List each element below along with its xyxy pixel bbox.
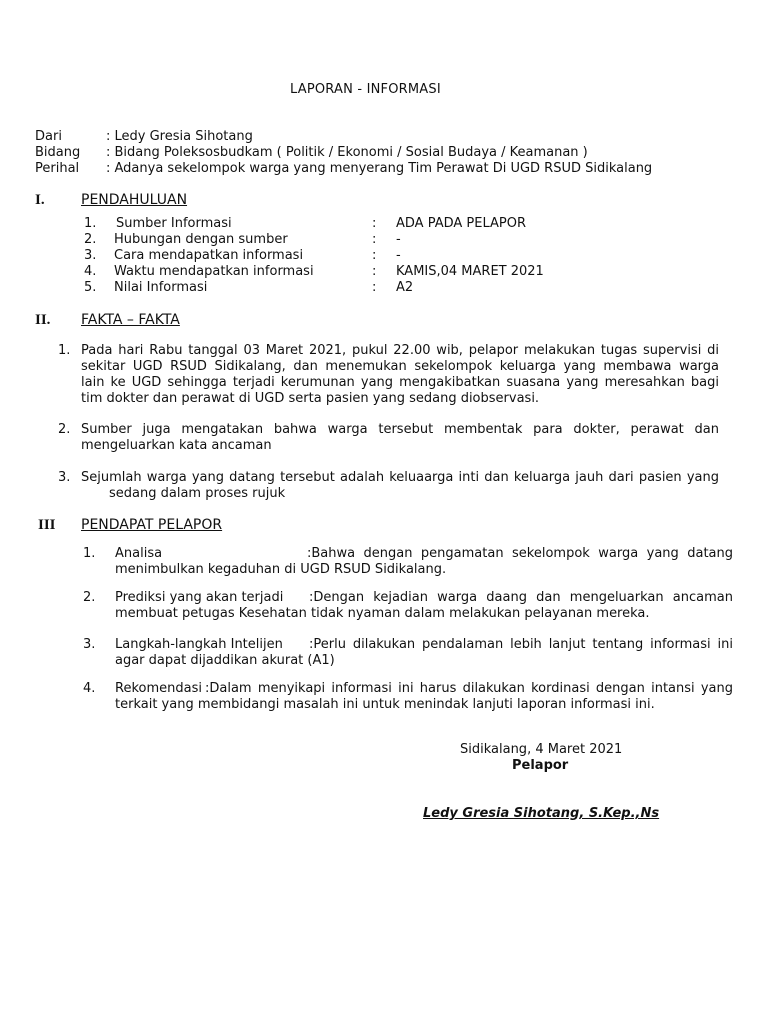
paragraph-line: mengeluarkan kata ancaman xyxy=(81,438,272,453)
section1-item-number: 4. xyxy=(84,264,97,279)
section1-item-colon: : xyxy=(372,264,377,279)
paragraph-line: lain ke UGD sehingga terjadi kerumunan yang mengakibatkan suasana yang meresahkan bagi xyxy=(81,375,719,390)
section3-item-label: Langkah-langkah Intelijen xyxy=(115,637,283,652)
section3-item-text-line2: terkait yang membidangi masalah ini untuk menindak lanjuti laporan informasi ini. xyxy=(115,697,655,712)
section1-item-value: - xyxy=(396,248,401,263)
from-value: : Ledy Gresia Sihotang xyxy=(106,129,253,144)
section1-item-number: 5. xyxy=(84,280,97,295)
document-title: LAPORAN - INFORMASI xyxy=(290,82,441,97)
section2-item-number: 2. xyxy=(58,422,71,437)
section1-item-value: - xyxy=(396,232,401,247)
section1-item-number: 3. xyxy=(84,248,97,263)
section3-item-number: 1. xyxy=(83,546,96,561)
section3-item-label: Rekomendasi xyxy=(115,681,202,696)
section2-item-number: 1. xyxy=(58,343,71,358)
section3-item-label: Prediksi yang akan terjadi xyxy=(115,590,284,605)
subject-value: : Adanya sekelompok warga yang menyerang Tim Perawat Di UGD RSUD Sidikalang xyxy=(106,161,653,176)
section3-item-number: 3. xyxy=(83,637,96,652)
reporter-role: Pelapor xyxy=(512,758,569,773)
signature-name: Ledy Gresia Sihotang, S.Kep.,Ns xyxy=(423,806,660,821)
section1-heading: PENDAHULUAN xyxy=(81,192,188,208)
paragraph-line: Sejumlah warga yang datang tersebut adalah keluaarga inti dan keluarga jauh dari pasien yang xyxy=(81,470,719,485)
field-value: : Bidang Poleksosbudkam ( Politik / Ekonomi / Sosial Budaya / Keamanan ) xyxy=(106,145,588,160)
section1-item-value: A2 xyxy=(396,280,414,295)
section1-item-colon: : xyxy=(372,216,377,231)
section1-number: I. xyxy=(35,192,45,208)
paragraph-line: sekitar UGD RSUD Sidikalang, dan menemukan sekelompok keluarga yang membawa warga xyxy=(81,359,719,374)
section2-heading: FAKTA – FAKTA xyxy=(81,312,180,328)
section2-item-text xyxy=(81,470,719,502)
section2-item-text xyxy=(81,343,719,407)
section3-item-text-line1: :Dalam menyikapi informasi ini harus dilakukan kordinasi dengan intansi yang xyxy=(205,681,733,696)
paragraph-line: tim dokter dan perawat di UGD serta pasien yang sedang diobservasi. xyxy=(81,391,540,406)
section2-number: II. xyxy=(35,312,51,328)
section3-item-text-line2: membuat petugas Kesehatan tidak nyaman dalam melakukan pelayanan mereka. xyxy=(115,606,650,621)
section1-item-label: Sumber Informasi xyxy=(116,216,232,231)
section1-item-number: 1. xyxy=(84,216,97,231)
section3-item-text-line1: :Dengan kejadian warga daang dan mengeluarkan ancaman xyxy=(309,590,733,605)
from-label: Dari xyxy=(35,129,62,144)
section1-item-colon: : xyxy=(372,248,377,263)
section3-item-text-line2: menimbulkan kegaduhan di UGD RSUD Sidikalang. xyxy=(115,562,447,577)
section1-item-value: KAMIS,04 MARET 2021 xyxy=(396,264,544,279)
section1-item-label: Nilai Informasi xyxy=(114,280,208,295)
paragraph-line: Pada hari Rabu tanggal 03 Maret 2021, pukul 22.00 wib, pelapor melakukan tugas supervisi di xyxy=(81,343,719,358)
section3-item-text-line2: agar dapat dijaddikan akurat (A1) xyxy=(115,653,335,668)
section3-item-number: 4. xyxy=(83,681,96,696)
section3-item-text-line1: :Perlu dilakukan pendalaman lebih lanjut tentang informasi ini xyxy=(309,637,733,652)
section1-item-colon: : xyxy=(372,232,377,247)
section3-item-text-line1: :Bahwa dengan pengamatan sekelompok warga yang datang xyxy=(307,546,733,561)
section1-item-label: Cara mendapatkan informasi xyxy=(114,248,304,263)
place-date: Sidikalang, 4 Maret 2021 xyxy=(460,742,623,757)
section2-item-text xyxy=(81,422,719,454)
section1-item-label: Hubungan dengan sumber xyxy=(114,232,288,247)
section1-item-label: Waktu mendapatkan informasi xyxy=(114,264,314,279)
section3-item-number: 2. xyxy=(83,590,96,605)
section3-heading: PENDAPAT PELAPOR xyxy=(81,517,223,533)
field-label: Bidang xyxy=(35,145,81,160)
section1-item-colon: : xyxy=(372,280,377,295)
paragraph-line: sedang dalam proses rujuk xyxy=(109,486,286,501)
section3-item-label: Analisa xyxy=(115,546,163,561)
section3-number: III xyxy=(38,517,56,533)
subject-label: Perihal xyxy=(35,161,80,176)
section1-item-number: 2. xyxy=(84,232,97,247)
section2-item-number: 3. xyxy=(58,470,71,485)
paragraph-line: Sumber juga mengatakan bahwa warga tersebut membentak para dokter, perawat dan xyxy=(81,422,719,437)
section1-item-value: ADA PADA PELAPOR xyxy=(396,216,526,231)
